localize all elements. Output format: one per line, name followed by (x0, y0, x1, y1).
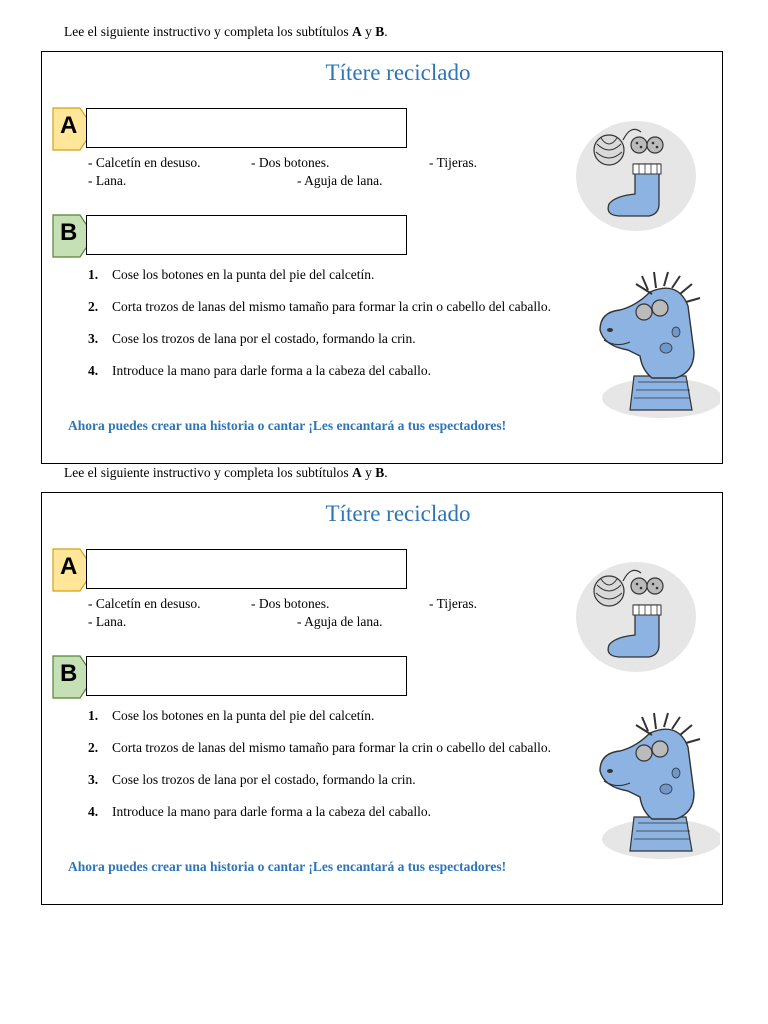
instruction-letter-b: B (375, 465, 385, 480)
horse-puppet-illustration-icon (590, 270, 720, 420)
step-item (88, 298, 558, 315)
step-number: 1. (88, 708, 99, 723)
step-text: Corta trozos de lanas del mismo tamaño para formar la crin o cabello del caballo. (112, 299, 551, 314)
material-calcetin: - Calcetín en desuso. (88, 155, 201, 170)
material-lana: - Lana. (88, 173, 127, 188)
material-tijeras: - Tijeras. (429, 596, 478, 611)
horse-puppet-illustration-icon (590, 711, 720, 861)
step-text: Cose los trozos de lana por el costado, formando la crin. (112, 772, 416, 787)
step-item (88, 739, 558, 756)
step-number: 3. (88, 331, 99, 346)
instruction-text: Lee el siguiente instructivo y completa los subtítulos (64, 465, 349, 480)
puppet-card (41, 492, 723, 905)
step-item (88, 707, 558, 724)
step-text: Introduce la mano para darle forma a la cabeza del caballo. (112, 363, 431, 378)
steps-list (88, 707, 558, 835)
tag-a-label: A (60, 553, 78, 580)
card-title: Títere reciclado (325, 60, 471, 85)
closing-message: Ahora puedes crear una historia o cantar ¡Les encantará a tus espectadores! (68, 859, 507, 874)
step-text: Cose los botones en la punta del pie del calcetín. (112, 708, 375, 723)
step-text: Introduce la mano para darle forma a la cabeza del caballo. (112, 804, 431, 819)
instruction-conjunction: y (365, 465, 372, 480)
step-text: Cose los botones en la punta del pie del calcetín. (112, 267, 375, 282)
material-botones: - Dos botones. (251, 155, 330, 170)
material-calcetin: - Calcetín en desuso. (88, 596, 201, 611)
step-text: Cose los trozos de lana por el costado, formando la crin. (112, 331, 416, 346)
material-aguja: - Aguja de lana. (297, 614, 383, 629)
materials-illustration-icon (575, 120, 697, 232)
step-number: 3. (88, 772, 99, 787)
puppet-card (41, 51, 723, 464)
tag-b-label: B (60, 219, 78, 246)
instruction-letter-a: A (351, 465, 362, 480)
subtitle-a-input[interactable] (86, 549, 407, 589)
step-number: 2. (88, 299, 99, 314)
instruction-line (64, 24, 388, 40)
instruction-period: . (384, 24, 388, 39)
step-item (88, 330, 558, 347)
step-item (88, 362, 558, 379)
subtitle-b-input[interactable] (86, 656, 407, 696)
material-aguja: - Aguja de lana. (297, 173, 383, 188)
subtitle-b-input[interactable] (86, 215, 407, 255)
steps-list (88, 266, 558, 394)
step-number: 4. (88, 804, 99, 819)
instruction-line (64, 465, 388, 481)
step-item (88, 771, 558, 788)
worksheet (0, 0, 768, 450)
card-title: Títere reciclado (325, 501, 471, 526)
material-lana: - Lana. (88, 614, 127, 629)
step-number: 4. (88, 363, 99, 378)
step-number: 2. (88, 740, 99, 755)
instruction-letter-b: B (375, 24, 385, 39)
instruction-letter-a: A (351, 24, 362, 39)
tag-a-label: A (60, 112, 78, 139)
materials-illustration-icon (575, 561, 697, 673)
subtitle-a-input[interactable] (86, 108, 407, 148)
step-item (88, 266, 558, 283)
material-botones: - Dos botones. (251, 596, 330, 611)
tag-b-label: B (60, 660, 78, 687)
step-text: Corta trozos de lanas del mismo tamaño para formar la crin o cabello del caballo. (112, 740, 551, 755)
instruction-conjunction: y (365, 24, 372, 39)
step-item (88, 803, 558, 820)
material-tijeras: - Tijeras. (429, 155, 478, 170)
instruction-text: Lee el siguiente instructivo y completa los subtítulos (64, 24, 349, 39)
instruction-period: . (384, 465, 388, 480)
worksheet (0, 441, 768, 891)
closing-message: Ahora puedes crear una historia o cantar ¡Les encantará a tus espectadores! (68, 418, 507, 433)
step-number: 1. (88, 267, 99, 282)
